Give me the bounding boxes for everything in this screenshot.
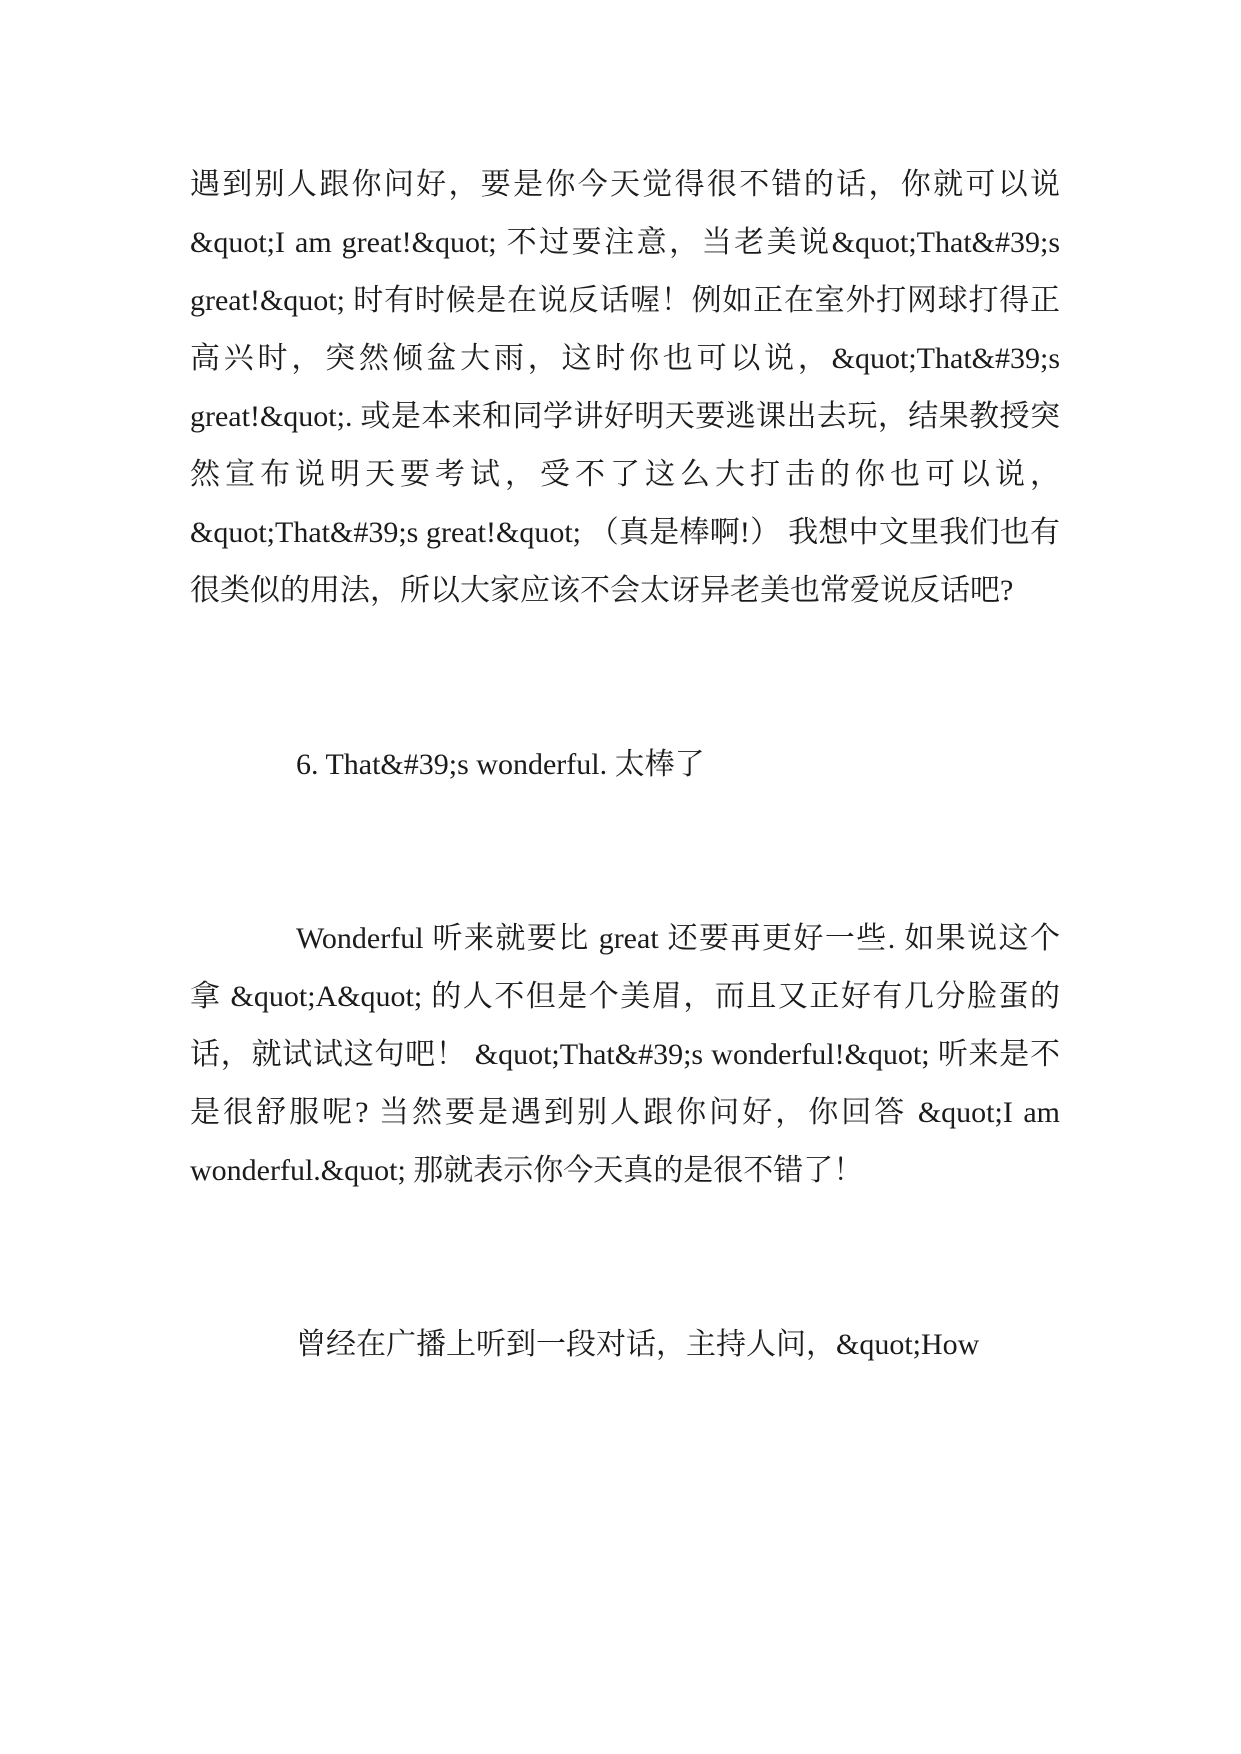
text-content (190, 156, 1060, 1374)
section-6-heading: 6. That&#39;s wonderful. 太棒了 (296, 748, 705, 781)
paragraph-great-usage: 遇到别人跟你问好，要是你今天觉得很不错的话，你就可以说 &quot;I am great!&quot; 不过要注意，当老美说&quot;That&#39;s great!&quot; 时有时候是在说反话喔！例如正在室外打网球打得正高兴时，突然倾盆大雨，这时你也可以说，&quot;That&#39;s great!&quot;. 或是本来和同学讲好明天要逃课出去玩，结果教授突然宣布说明天要考试，受不了这么大打击的你也可以说，&quot;That&#39;s great!&quot; （真是棒啊!） 我想中文里我们也有很类似的用法，所以大家应该不会太讶异老美也常爱说反话吧? (190, 168, 1060, 607)
paragraph-radio-anecdote: 曾经在广播上听到一段对话，主持人问，&quot;How (296, 1328, 980, 1361)
paragraph-wonderful-usage: Wonderful 听来就要比 great 还要再更好一些. 如果说这个拿 &quot;A&quot; 的人不但是个美眉，而且又正好有几分脸蛋的话，就试试这句吧！ &quot;That&#39;s wonderful!&quot; 听来是不是很舒服呢? 当然要是遇到别人跟你问好，你回答 &quot;I am wonderful.&quot; 那就表示你今天真的是很不错了！ (190, 922, 1060, 1187)
